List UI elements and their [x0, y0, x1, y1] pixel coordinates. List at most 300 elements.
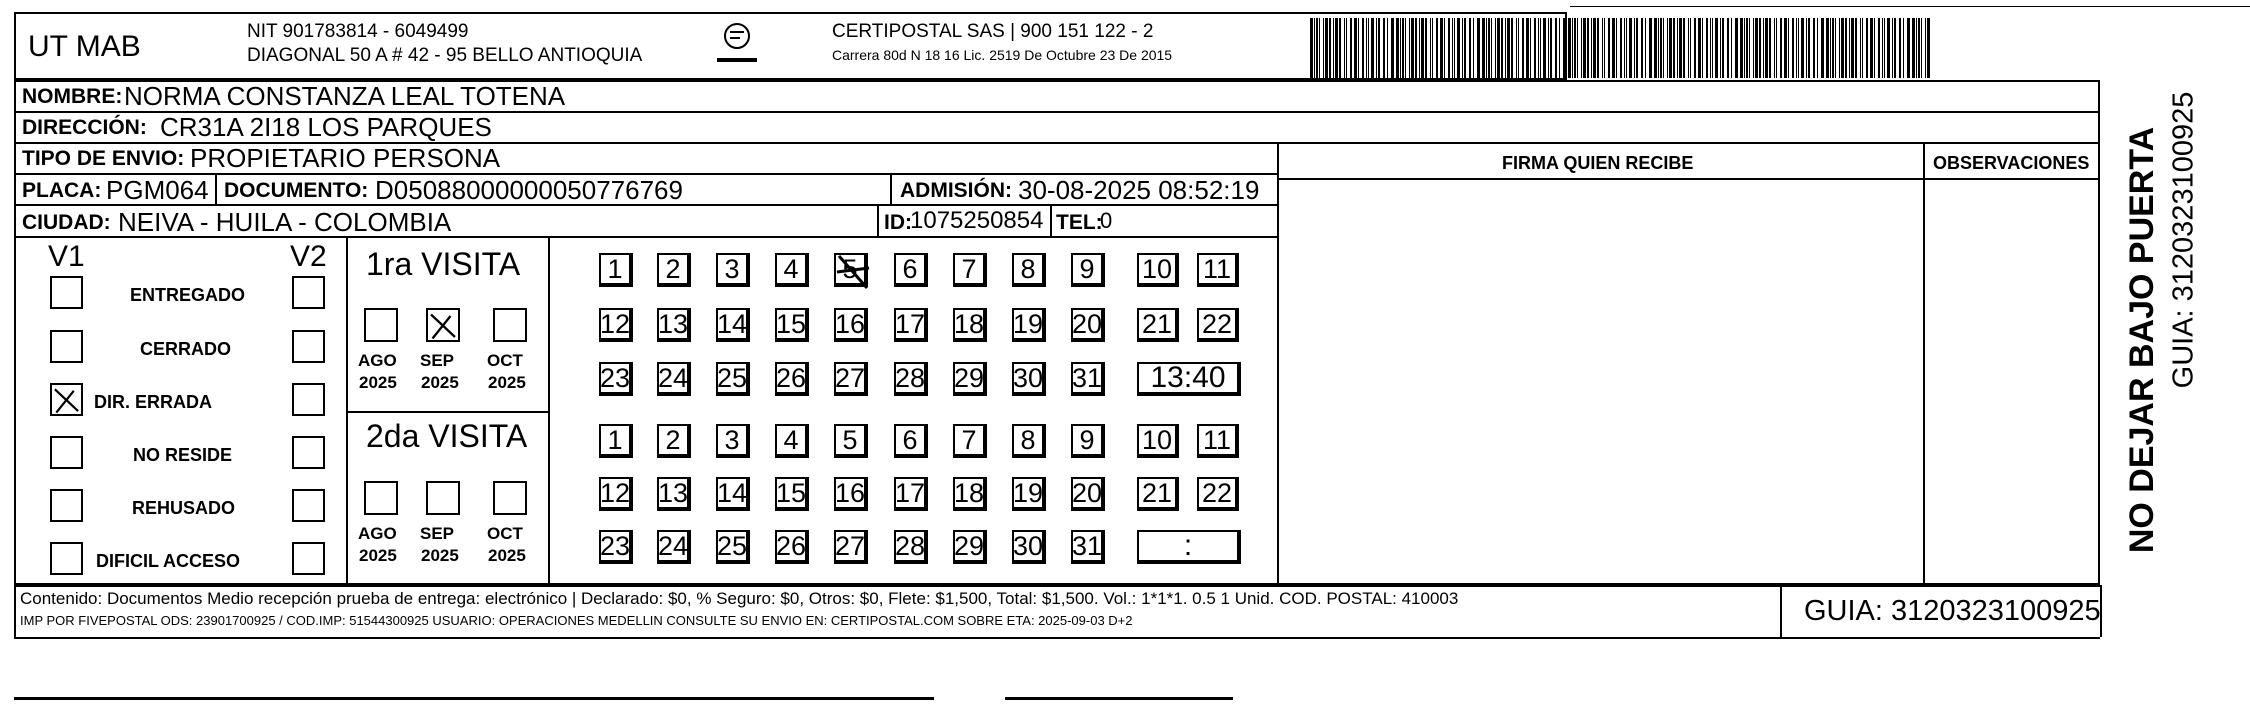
- barcode-bar: [1339, 18, 1341, 78]
- barcode-bar: [1817, 18, 1818, 78]
- barcode-bar: [1505, 18, 1506, 78]
- day-box: 20: [1071, 308, 1105, 342]
- day-box: 9: [1071, 253, 1105, 287]
- barcode-bar: [1358, 18, 1359, 78]
- footer-contents: Contenido: Documentos Medio recepción prueba de entrega: electrónico | Declarado: $0, % Seguro: $0, Otros: $0, Flete: $1,500, Total: $1,500. Vol.: 1*1*1. 0.5 1 Unid. COD. POSTAL: 410003: [20, 589, 1459, 608]
- barcode-bar: [1402, 18, 1404, 78]
- day-box: 9: [1071, 424, 1105, 458]
- status-label: DIFICIL ACCESO: [96, 551, 241, 571]
- day-box: 21: [1137, 477, 1179, 511]
- barcode-bar: [1432, 18, 1433, 78]
- barcode-bar: [1329, 18, 1331, 78]
- city-label: CIUDAD:: [22, 211, 111, 234]
- v1-checkbox: [50, 436, 83, 469]
- barcode-bar: [1899, 18, 1901, 78]
- barcode-bar: [1806, 18, 1807, 78]
- day-box: 3: [716, 253, 750, 287]
- barcode-bar: [1387, 18, 1388, 78]
- day-box: 23: [599, 362, 633, 396]
- nit-line: NIT 901783814 - 6049499: [247, 21, 469, 42]
- day-box: 24: [657, 362, 691, 396]
- barcode-bar: [1765, 18, 1768, 78]
- day-box: 14: [716, 308, 750, 342]
- v2-header: V2: [290, 240, 327, 273]
- admission-value: 30-08-2025 08:52:19: [1018, 175, 1260, 205]
- barcode-bar: [1497, 18, 1500, 78]
- status-label: DIR. ERRADA: [94, 392, 213, 412]
- barcode-bar: [1912, 18, 1915, 78]
- barcode-bar: [1698, 18, 1701, 78]
- barcode-bar: [1774, 18, 1775, 78]
- day-box: 12: [599, 477, 633, 511]
- day-box: 7: [953, 424, 987, 458]
- barcode-bar: [1845, 18, 1847, 78]
- day-box: 25: [716, 362, 750, 396]
- barcode-bar: [1921, 18, 1922, 78]
- barcode-bar: [1626, 18, 1627, 78]
- month-label: OCT: [487, 524, 523, 543]
- barcode-bar: [1574, 18, 1576, 78]
- day-box: 16: [834, 477, 868, 511]
- barcode-bar: [1350, 18, 1352, 78]
- barcode-bar: [1391, 18, 1394, 78]
- shipment-type-label: TIPO DE ENVIO:: [22, 147, 185, 170]
- barcode-bar: [1722, 18, 1724, 78]
- barcode-bar: [1559, 18, 1560, 78]
- barcode-bar: [1660, 18, 1662, 78]
- month-checkbox: [426, 481, 460, 515]
- day-box: 26: [775, 362, 809, 396]
- day-box: 30: [1012, 530, 1046, 564]
- barcode-bar: [1411, 18, 1414, 78]
- year-label: 2025: [488, 373, 526, 392]
- day-box: 17: [894, 308, 928, 342]
- barcode-bar: [1526, 18, 1529, 78]
- barcode-bar: [1663, 18, 1664, 78]
- barcode-bar: [1346, 18, 1347, 78]
- v1-checkbox: [50, 383, 83, 416]
- barcode-bar: [1593, 18, 1596, 78]
- barcode-bar: [1870, 18, 1873, 78]
- barcode-bar: [1649, 18, 1652, 78]
- barcode-bar: [1673, 18, 1675, 78]
- barcode-bar: [1371, 18, 1374, 78]
- barcode-bar: [1801, 18, 1804, 78]
- barcode-bar: [1694, 18, 1696, 78]
- certipostal-logo: [712, 18, 762, 74]
- day-box: 4: [775, 253, 809, 287]
- day-box: 4: [775, 424, 809, 458]
- barcode-bar: [1538, 18, 1539, 78]
- barcode-bar: [1477, 18, 1480, 78]
- day-box: 11: [1197, 424, 1239, 458]
- barcode-bar: [1383, 18, 1385, 78]
- barcode-bar: [1821, 18, 1824, 78]
- day-box: 1: [599, 253, 633, 287]
- barcode-bar: [1759, 18, 1761, 78]
- barcode-bar: [1749, 18, 1750, 78]
- day-box: 6: [894, 424, 928, 458]
- barcode-bar: [1677, 18, 1678, 78]
- barcode-bar: [1892, 18, 1893, 78]
- do-not-leave-under-door: NO DEJAR BAJO PUERTA: [2123, 126, 2161, 554]
- day-box: 29: [953, 530, 987, 564]
- footer-guia: GUIA: 3120323100925: [1804, 595, 2101, 627]
- barcode-bar: [1354, 18, 1357, 78]
- barcode-bar: [1314, 18, 1315, 78]
- barcode-bar: [1604, 18, 1605, 78]
- barcode-bar: [1927, 18, 1930, 78]
- barcode-bar: [1715, 18, 1718, 78]
- barcode-bar: [1654, 18, 1657, 78]
- sender-address: DIAGONAL 50 A # 42 - 95 BELLO ANTIOQUIA: [247, 45, 643, 66]
- city-value: NEIVA - HUILA - COLOMBIA: [118, 207, 452, 237]
- barcode-bar: [1916, 18, 1917, 78]
- day-box: 17: [894, 477, 928, 511]
- barcode-bar: [1753, 18, 1754, 78]
- barcode-bar: [1744, 18, 1745, 78]
- id-value: 1075250854: [910, 207, 1044, 234]
- tel-label: TEL:: [1056, 211, 1103, 234]
- admission-label: ADMISIÓN:: [900, 179, 1012, 202]
- barcode-bar: [1516, 18, 1517, 78]
- day-box: 10: [1137, 424, 1179, 458]
- barcode-bar: [1335, 18, 1338, 78]
- barcode-bar: [1522, 18, 1524, 78]
- barcode-bar: [1669, 18, 1672, 78]
- day-box: 10: [1137, 253, 1179, 287]
- barcode-bar: [1440, 18, 1443, 78]
- barcode-bar: [1572, 18, 1573, 78]
- barcode-bar: [1884, 18, 1885, 78]
- barcode-bar: [1688, 18, 1689, 78]
- barcode-bar: [1378, 18, 1380, 78]
- barcode-bar: [1469, 18, 1471, 78]
- barcode-bar: [1731, 18, 1732, 78]
- barcode-bar: [1740, 18, 1743, 78]
- month-label: SEP: [420, 524, 455, 543]
- barcode-bar: [1616, 18, 1617, 78]
- barcode-bar: [1683, 18, 1685, 78]
- carrier-line-1: CERTIPOSTAL SAS | 900 151 122 - 2: [832, 21, 1154, 42]
- barcode-bar: [1702, 18, 1703, 78]
- barcode-bar: [1634, 18, 1635, 78]
- v1-header: V1: [48, 240, 85, 273]
- barcode-bar: [1376, 18, 1377, 78]
- barcode-bar: [1839, 18, 1840, 78]
- status-label: NO RESIDE: [133, 445, 233, 465]
- barcode-bar: [1448, 18, 1450, 78]
- barcode-bar: [1746, 18, 1748, 78]
- day-box: 3: [716, 424, 750, 458]
- barcode-bar: [1319, 18, 1320, 78]
- firma-header: FIRMA QUIEN RECIBE: [1502, 153, 1694, 173]
- id-label: ID:: [884, 211, 912, 234]
- barcode-bar: [1849, 18, 1850, 78]
- day-box: 31: [1071, 530, 1105, 564]
- barcode-bar: [1769, 18, 1771, 78]
- barcode-bar: [1518, 18, 1519, 78]
- day-box: 13: [657, 308, 691, 342]
- barcode-bar: [1780, 18, 1782, 78]
- barcode-bar: [1425, 18, 1427, 78]
- barcode-bar: [1563, 18, 1566, 78]
- barcode-bar: [1894, 18, 1896, 78]
- barcode-bar: [1325, 18, 1328, 78]
- barcode-bar: [1860, 18, 1861, 78]
- day-box: 8: [1012, 253, 1046, 287]
- v2-checkbox: [292, 383, 325, 416]
- day-box: 15: [775, 477, 809, 511]
- day-box: 19: [1012, 477, 1046, 511]
- day-box: 26: [775, 530, 809, 564]
- day-box: 6: [894, 253, 928, 287]
- month-label: OCT: [487, 351, 523, 370]
- day-box: 22: [1197, 308, 1239, 342]
- barcode-bar: [1511, 18, 1513, 78]
- month-checkbox: [426, 308, 460, 342]
- barcode-bar: [1727, 18, 1729, 78]
- v1-checkbox: [50, 330, 83, 363]
- visit2-title: 2da VISITA: [366, 418, 528, 454]
- barcode-bar: [1636, 18, 1638, 78]
- day-box: 5: [834, 253, 868, 287]
- barcode-bar: [1629, 18, 1632, 78]
- month-label: SEP: [420, 351, 455, 370]
- day-box: 2: [657, 424, 691, 458]
- year-label: 2025: [359, 546, 397, 565]
- barcode-bar: [1550, 18, 1552, 78]
- barcode-bar: [1658, 18, 1659, 78]
- status-label: CERRADO: [140, 339, 232, 359]
- day-box: 13: [657, 477, 691, 511]
- day-box: 28: [894, 362, 928, 396]
- year-label: 2025: [359, 373, 397, 392]
- barcode-bar: [1368, 18, 1369, 78]
- document-value: D05088000000050776769: [375, 175, 683, 205]
- day-box: 1: [599, 424, 633, 458]
- day-box: 5: [834, 424, 868, 458]
- day-box: 31: [1071, 362, 1105, 396]
- day-box: 27: [834, 362, 868, 396]
- day-box: 12: [599, 308, 633, 342]
- day-box: 27: [834, 530, 868, 564]
- day-box: 28: [894, 530, 928, 564]
- barcode-bar: [1755, 18, 1758, 78]
- barcode-bar: [1887, 18, 1890, 78]
- barcode-bar: [1851, 18, 1854, 78]
- barcode-bar: [1540, 18, 1541, 78]
- tel-value: 0: [1100, 208, 1113, 233]
- barcode-bar: [1583, 18, 1586, 78]
- v2-checkbox: [292, 436, 325, 469]
- day-box: 18: [953, 308, 987, 342]
- time-box: 13:40: [1137, 362, 1241, 396]
- barcode-bar: [1568, 18, 1571, 78]
- barcode-bar: [1796, 18, 1797, 78]
- recipient-name: NORMA CONSTANZA LEAL TOTENA: [124, 81, 566, 111]
- barcode-bar: [1591, 18, 1592, 78]
- barcode-bar: [1612, 18, 1615, 78]
- barcode-bar: [1501, 18, 1503, 78]
- side-guia: GUIA: 3120323100925: [2167, 91, 2200, 389]
- day-box: 21: [1137, 308, 1179, 342]
- barcode-bar: [1548, 18, 1549, 78]
- barcode-bar: [1903, 18, 1904, 78]
- barcode-bar: [1608, 18, 1610, 78]
- barcode-bar: [1776, 18, 1777, 78]
- recipient-address: CR31A 2I18 LOS PARQUES: [160, 112, 492, 142]
- barcode-bar: [1587, 18, 1589, 78]
- v1-checkbox: [50, 542, 83, 575]
- barcode: [1310, 18, 1934, 80]
- barcode-bar: [1421, 18, 1424, 78]
- time-box: :: [1137, 530, 1241, 564]
- barcode-bar: [1316, 18, 1318, 78]
- barcode-bar: [1495, 18, 1496, 78]
- barcode-bar: [1362, 18, 1364, 78]
- v1-checkbox: [50, 489, 83, 522]
- barcode-bar: [1690, 18, 1691, 78]
- barcode-bar: [1597, 18, 1599, 78]
- barcode-bar: [1366, 18, 1367, 78]
- barcode-bar: [1813, 18, 1815, 78]
- footer-print-info: IMP POR FIVEPOSTAL ODS: 23901700925 / COD.IMP: 51544300925 USUARIO: OPERACIONES MEDELLIN CONSULTE SU ENVIO EN: CERTIPOSTAL.COM SOBRE ETA: 2025-09-03 D+2: [20, 613, 1133, 628]
- barcode-bar: [1720, 18, 1721, 78]
- barcode-bar: [1530, 18, 1531, 78]
- barcode-bar: [1862, 18, 1863, 78]
- barcode-bar: [1667, 18, 1668, 78]
- day-box: 18: [953, 477, 987, 511]
- barcode-bar: [1452, 18, 1453, 78]
- barcode-bar: [1454, 18, 1455, 78]
- barcode-bar: [1581, 18, 1582, 78]
- barcode-bar: [1486, 18, 1487, 78]
- barcode-bar: [1798, 18, 1799, 78]
- barcode-bar: [1645, 18, 1646, 78]
- barcode-bar: [1878, 18, 1880, 78]
- barcode-bar: [1457, 18, 1460, 78]
- year-label: 2025: [488, 546, 526, 565]
- carrier-line-2: Carrera 80d N 18 16 Lic. 2519 De Octubre 23 De 2015: [832, 47, 1173, 63]
- barcode-bar: [1808, 18, 1810, 78]
- barcode-bar: [1555, 18, 1557, 78]
- barcode-bar: [1405, 18, 1406, 78]
- barcode-bar: [1396, 18, 1399, 78]
- barcode-bar: [1866, 18, 1868, 78]
- barcode-bar: [1543, 18, 1546, 78]
- barcode-bar: [1832, 18, 1834, 78]
- month-checkbox: [364, 481, 398, 515]
- barcode-bar: [1835, 18, 1836, 78]
- barcode-bar: [1841, 18, 1844, 78]
- observaciones-header: OBSERVACIONES: [1933, 153, 2090, 173]
- company-name: UT MAB: [28, 30, 141, 63]
- month-checkbox: [364, 308, 398, 342]
- plate-label: PLACA:: [22, 179, 102, 202]
- barcode-bar: [1620, 18, 1622, 78]
- barcode-bar: [1925, 18, 1926, 78]
- day-box: 8: [1012, 424, 1046, 458]
- visit1-title: 1ra VISITA: [366, 246, 521, 282]
- day-box: 11: [1197, 253, 1239, 287]
- document-label: DOCUMENTO:: [224, 179, 369, 202]
- barcode-bar: [1602, 18, 1603, 78]
- barcode-bar: [1482, 18, 1485, 78]
- v2-checkbox: [292, 542, 325, 575]
- barcode-bar: [1788, 18, 1789, 78]
- month-label: AGO: [358, 351, 397, 370]
- barcode-bar: [1344, 18, 1345, 78]
- barcode-bar: [1415, 18, 1417, 78]
- month-label: AGO: [358, 524, 397, 543]
- barcode-bar: [1534, 18, 1536, 78]
- barcode-bar: [1400, 18, 1401, 78]
- barcode-bar: [1882, 18, 1883, 78]
- barcode-bar: [1419, 18, 1420, 78]
- barcode-bar: [1907, 18, 1910, 78]
- day-box: 20: [1071, 477, 1105, 511]
- barcode-bar: [1436, 18, 1438, 78]
- barcode-bar: [1710, 18, 1711, 78]
- barcode-bar: [1641, 18, 1643, 78]
- barcode-bar: [1409, 18, 1410, 78]
- barcode-bar: [1855, 18, 1857, 78]
- day-box: 25: [716, 530, 750, 564]
- day-box: 14: [716, 477, 750, 511]
- plate-value: PGM064: [106, 175, 209, 205]
- day-box: 29: [953, 362, 987, 396]
- barcode-bar: [1624, 18, 1625, 78]
- barcode-bar: [1333, 18, 1334, 78]
- barcode-bar: [1918, 18, 1920, 78]
- v1-checkbox: [50, 276, 83, 309]
- year-label: 2025: [421, 373, 459, 392]
- v2-checkbox: [292, 489, 325, 522]
- barcode-bar: [1507, 18, 1510, 78]
- barcode-bar: [1830, 18, 1831, 78]
- barcode-bar: [1735, 18, 1738, 78]
- barcode-bar: [1462, 18, 1463, 78]
- year-label: 2025: [421, 546, 459, 565]
- name-label: NOMBRE:: [22, 85, 123, 108]
- day-box: 2: [657, 253, 691, 287]
- day-box: 16: [834, 308, 868, 342]
- day-box: 23: [599, 530, 633, 564]
- barcode-bar: [1473, 18, 1474, 78]
- day-box: 24: [657, 530, 691, 564]
- barcode-bar: [1577, 18, 1578, 78]
- barcode-bar: [1874, 18, 1875, 78]
- day-box: 19: [1012, 308, 1046, 342]
- barcode-bar: [1430, 18, 1431, 78]
- barcode-bar: [1706, 18, 1708, 78]
- day-box: 22: [1197, 477, 1239, 511]
- barcode-bar: [1784, 18, 1787, 78]
- barcode-bar: [1763, 18, 1764, 78]
- barcode-bar: [1488, 18, 1490, 78]
- barcode-bar: [1792, 18, 1794, 78]
- status-label: ENTREGADO: [130, 285, 246, 305]
- day-box: 7: [953, 253, 987, 287]
- day-box: 15: [775, 308, 809, 342]
- address-label: DIRECCIÓN:: [22, 116, 147, 139]
- v2-checkbox: [292, 330, 325, 363]
- barcode-bar: [1310, 18, 1313, 78]
- status-label: REHUSADO: [132, 498, 236, 518]
- barcode-bar: [1826, 18, 1829, 78]
- shipment-type: PROPIETARIO PERSONA: [190, 143, 501, 173]
